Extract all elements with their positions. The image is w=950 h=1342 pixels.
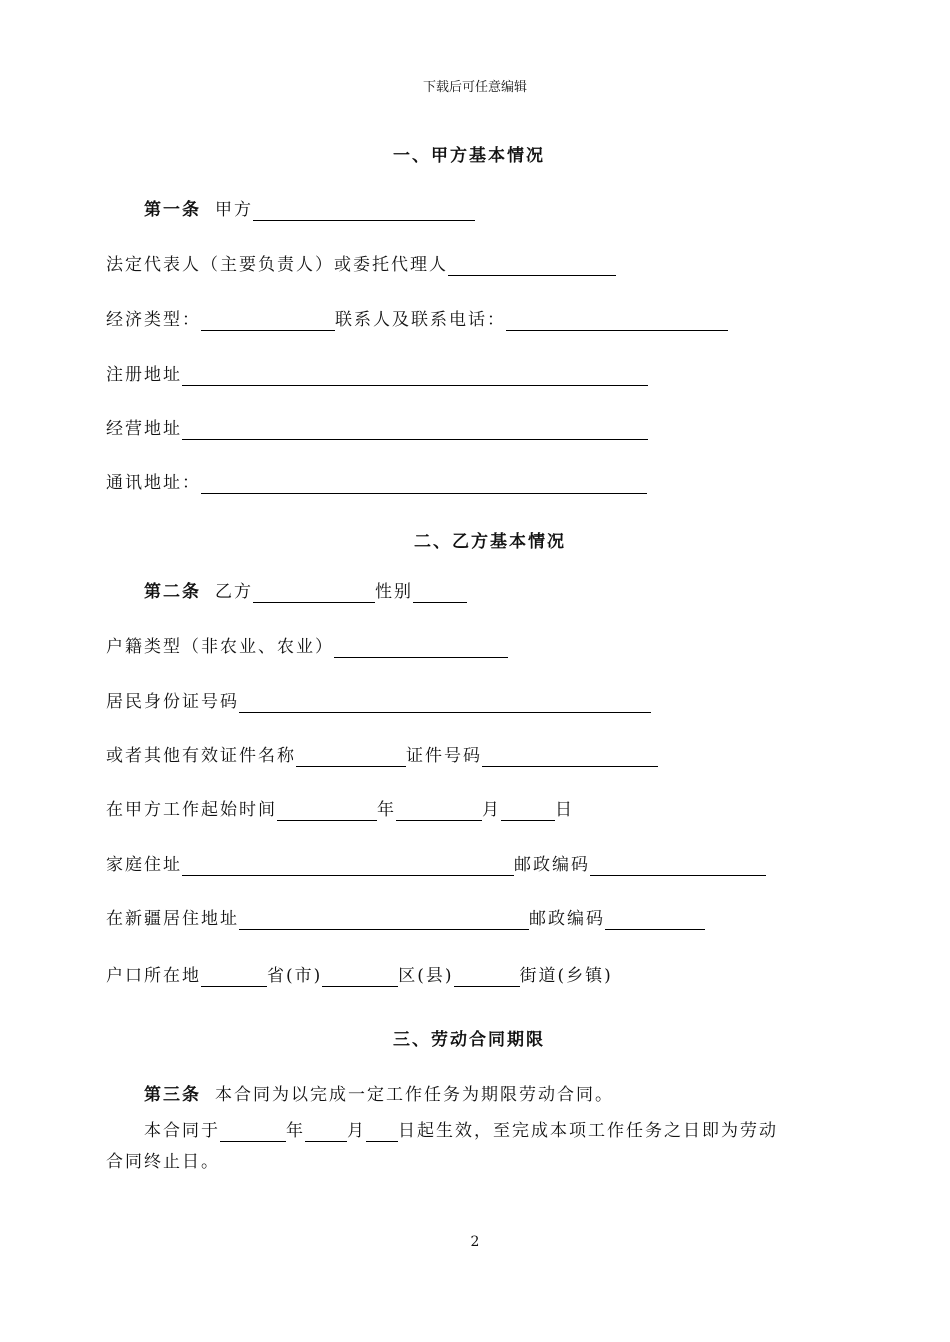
mail-address-line bbox=[106, 472, 647, 494]
biz-address-label: 经营地址 bbox=[106, 419, 182, 439]
party-b-label: 乙方 bbox=[215, 582, 253, 602]
biz-address-blank[interactable] bbox=[182, 421, 648, 440]
article-1-line bbox=[144, 199, 475, 221]
hukou-type-blank[interactable] bbox=[334, 639, 508, 658]
mail-address-blank[interactable] bbox=[201, 475, 647, 494]
effective-month-blank[interactable] bbox=[305, 1123, 347, 1142]
postcode-label: 邮政编码 bbox=[514, 855, 590, 875]
contact-blank[interactable] bbox=[506, 312, 728, 331]
legal-rep-line bbox=[106, 254, 616, 276]
econ-type-blank[interactable] bbox=[201, 312, 335, 331]
gender-blank[interactable] bbox=[413, 584, 467, 603]
street-blank[interactable] bbox=[454, 968, 520, 987]
effective-date-line-2 bbox=[106, 1151, 220, 1173]
article-2-line bbox=[144, 581, 467, 603]
year-label: 年 bbox=[377, 800, 396, 820]
xj-address-line bbox=[106, 908, 705, 930]
page-number: 2 bbox=[470, 1234, 480, 1250]
month-label: 月 bbox=[482, 800, 501, 820]
id-number-blank[interactable] bbox=[239, 694, 651, 713]
month-label: 月 bbox=[347, 1121, 366, 1141]
section-title-3: 三、劳动合同期限 bbox=[393, 1030, 545, 1050]
article-label: 第二条 bbox=[144, 582, 201, 602]
effective-day-blank[interactable] bbox=[366, 1123, 398, 1142]
econ-type-label: 经济类型： bbox=[106, 310, 201, 330]
cert-no-label: 证件号码 bbox=[406, 746, 482, 766]
xj-address-blank[interactable] bbox=[239, 911, 529, 930]
hukou-type-label: 户籍类型（非农业、农业） bbox=[106, 637, 334, 657]
province-blank[interactable] bbox=[201, 968, 267, 987]
province-label: 省(市) bbox=[267, 966, 323, 986]
xj-address-label: 在新疆居住地址 bbox=[106, 909, 239, 929]
legal-rep-blank[interactable] bbox=[448, 257, 616, 276]
effective-line2-text: 合同终止日。 bbox=[106, 1152, 220, 1172]
day-label: 日 bbox=[555, 800, 574, 820]
id-number-line bbox=[106, 691, 651, 713]
section-title-2: 二、乙方基本情况 bbox=[414, 532, 566, 552]
id-number-label: 居民身份证号码 bbox=[106, 692, 239, 712]
effective-date-line bbox=[144, 1120, 778, 1142]
postcode2-blank[interactable] bbox=[605, 911, 705, 930]
reg-address-line bbox=[106, 364, 648, 386]
gender-label: 性别 bbox=[375, 582, 413, 602]
mail-address-label: 通讯地址： bbox=[106, 473, 201, 493]
street-label: 街道(乡镇) bbox=[519, 966, 613, 986]
article-label: 第一条 bbox=[144, 200, 201, 220]
econ-type-line bbox=[106, 309, 728, 331]
effective-end-text: 日起生效，至完成本项工作任务之日即为劳动 bbox=[398, 1121, 778, 1141]
postcode2-label: 邮政编码 bbox=[529, 909, 605, 929]
start-year-blank[interactable] bbox=[277, 802, 377, 821]
effective-start-text: 本合同于 bbox=[144, 1121, 220, 1141]
other-cert-line bbox=[106, 745, 658, 767]
hukou-place-label: 户口所在地 bbox=[106, 966, 201, 986]
party-b-blank[interactable] bbox=[253, 584, 375, 603]
hukou-place-line bbox=[106, 965, 613, 987]
biz-address-line bbox=[106, 418, 648, 440]
effective-year-blank[interactable] bbox=[220, 1123, 286, 1142]
start-month-blank[interactable] bbox=[396, 802, 482, 821]
article-label: 第三条 bbox=[144, 1085, 201, 1105]
district-label: 区(县) bbox=[398, 966, 454, 986]
article-3-line bbox=[144, 1084, 614, 1106]
legal-rep-label: 法定代表人（主要负责人）或委托代理人 bbox=[106, 255, 448, 275]
reg-address-blank[interactable] bbox=[182, 367, 648, 386]
year-label: 年 bbox=[286, 1121, 305, 1141]
page-header: 下载后可任意编辑 bbox=[422, 80, 527, 95]
postcode-blank[interactable] bbox=[590, 857, 766, 876]
party-a-label: 甲方 bbox=[215, 200, 253, 220]
start-time-label: 在甲方工作起始时间 bbox=[106, 800, 277, 820]
home-address-label: 家庭住址 bbox=[106, 855, 182, 875]
contact-label: 联系人及联系电话： bbox=[335, 310, 506, 330]
reg-address-label: 注册地址 bbox=[106, 365, 182, 385]
start-time-line bbox=[106, 799, 574, 821]
other-cert-label: 或者其他有效证件名称 bbox=[106, 746, 296, 766]
article-3-text: 本合同为以完成一定工作任务为期限劳动合同。 bbox=[215, 1085, 614, 1105]
other-cert-blank[interactable] bbox=[296, 748, 406, 767]
district-blank[interactable] bbox=[322, 968, 398, 987]
cert-no-blank[interactable] bbox=[482, 748, 658, 767]
home-address-blank[interactable] bbox=[182, 857, 514, 876]
hukou-type-line bbox=[106, 636, 508, 658]
start-day-blank[interactable] bbox=[501, 802, 555, 821]
party-a-blank[interactable] bbox=[253, 202, 475, 221]
section-title-1: 一、甲方基本情况 bbox=[393, 146, 545, 166]
home-address-line bbox=[106, 854, 766, 876]
